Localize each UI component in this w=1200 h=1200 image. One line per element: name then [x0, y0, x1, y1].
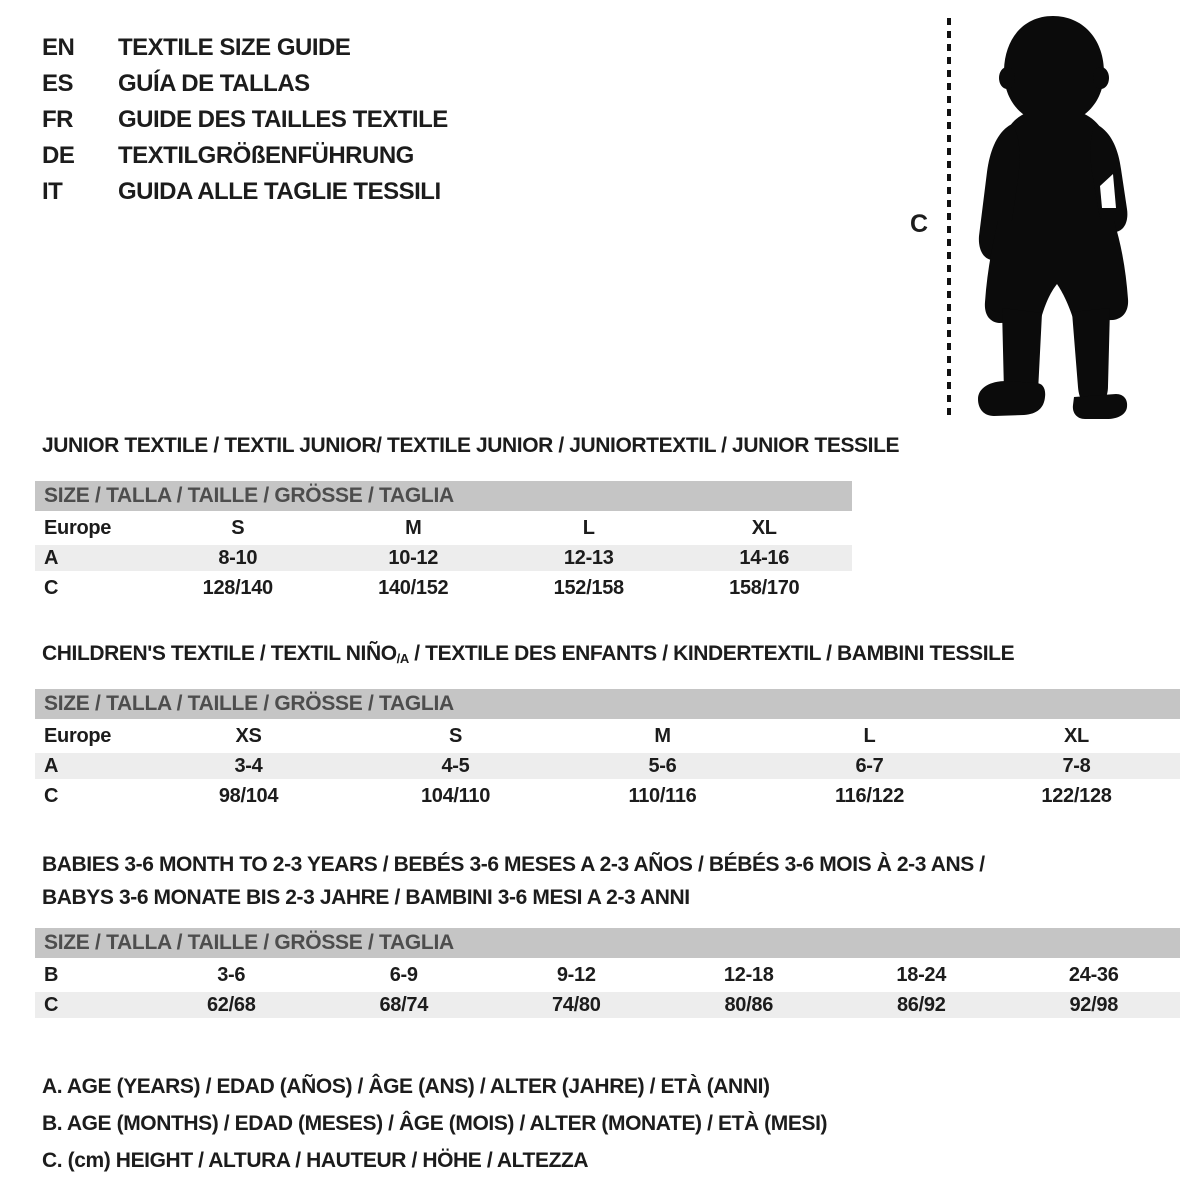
language-code: ES: [42, 70, 74, 97]
language-row-it: [42, 174, 448, 210]
language-code: FR: [42, 106, 73, 133]
size-value-cell: 158/170: [729, 576, 800, 599]
junior-table-body: [35, 513, 852, 603]
language-title: GUIDE DES TAILLES TEXTILE: [118, 106, 448, 133]
size-value-cell: S: [231, 516, 245, 539]
size-value-cell: 6-9: [389, 963, 418, 986]
size-value-cell: 6-7: [855, 754, 884, 777]
language-title-list: [42, 30, 448, 210]
toddler-silhouette-graphic: [938, 12, 1143, 422]
children-size-table: [35, 689, 1180, 811]
row-label-cell: A: [44, 754, 59, 777]
row-label-cell: C: [44, 784, 59, 807]
row-label-cell: Europe: [44, 724, 112, 747]
language-row-de: [42, 138, 448, 174]
size-value-cell: 18-24: [896, 963, 947, 986]
size-value-cell: 62/68: [206, 993, 256, 1016]
junior-size-table: [35, 481, 852, 603]
babies-title-line2: BABYS 3-6 MONATE BIS 2-3 JAHRE / BAMBINI 3-6 MESI A 2-3 ANNI: [42, 886, 690, 909]
size-value-cell: L: [582, 516, 595, 539]
size-value-cell: 110/116: [628, 784, 697, 807]
row-label-cell: B: [44, 963, 59, 986]
row-label-cell: Europe: [44, 516, 112, 539]
size-value-cell: 152/158: [553, 576, 624, 599]
size-value-cell: 14-16: [739, 546, 790, 569]
size-value-cell: L: [863, 724, 876, 747]
size-value-cell: 140/152: [378, 576, 449, 599]
size-value-cell: 3-4: [234, 754, 263, 777]
babies-title-line1: BABIES 3-6 MONTH TO 2-3 YEARS / BEBÉS 3-6 MESES A 2-3 AÑOS / BÉBÉS 3-6 MOIS À 2-3 ANS /: [42, 853, 985, 876]
table-row-europe: [35, 513, 852, 543]
height-measure-label: C: [910, 210, 929, 238]
language-code: DE: [42, 142, 75, 169]
children-title-subscript: /A: [396, 651, 409, 666]
babies-section-title: [42, 848, 985, 914]
children-table-body: [35, 721, 1180, 811]
measure-legend: [42, 1068, 827, 1179]
size-value-cell: XS: [235, 724, 262, 747]
language-row-es: [42, 66, 448, 102]
table-row-age-years: [35, 543, 852, 573]
table-row-height-cm: [35, 781, 1180, 811]
size-value-cell: M: [405, 516, 422, 539]
size-header-bar: SIZE / TALLA / TAILLE / GRÖSSE / TAGLIA: [35, 928, 1180, 958]
table-row-age-months: [35, 960, 1180, 990]
size-value-cell: 5-6: [648, 754, 677, 777]
size-value-cell: S: [448, 724, 463, 747]
language-title: TEXTILE SIZE GUIDE: [118, 34, 351, 61]
language-row-fr: [42, 102, 448, 138]
size-value-cell: 128/140: [202, 576, 273, 599]
row-label-cell: C: [44, 576, 59, 599]
language-title: GUÍA DE TALLAS: [118, 70, 310, 97]
table-row-europe: [35, 721, 1180, 751]
legend-line-c: C. (cm) HEIGHT / ALTURA / HAUTEUR / HÖHE / ALTEZZA: [42, 1149, 589, 1172]
size-value-cell: 74/80: [551, 993, 601, 1016]
size-value-cell: M: [654, 724, 671, 747]
size-value-cell: 9-12: [556, 963, 596, 986]
children-title-post: / TEXTILE DES ENFANTS / KINDERTEXTIL / BAMBINI TESSILE: [408, 642, 1015, 665]
language-title: TEXTILGRÖßENFÜHRUNG: [118, 142, 414, 169]
size-value-cell: 3-6: [217, 963, 246, 986]
toddler-silhouette: [978, 16, 1128, 419]
legend-line-a: A. AGE (YEARS) / EDAD (AÑOS) / ÂGE (ANS) / ALTER (JAHRE) / ETÀ (ANNI): [42, 1075, 770, 1098]
size-value-cell: 86/92: [896, 993, 946, 1016]
size-value-cell: 92/98: [1069, 993, 1119, 1016]
size-value-cell: 80/86: [724, 993, 774, 1016]
size-value-cell: 68/74: [379, 993, 429, 1016]
babies-size-table: [35, 928, 1180, 1020]
size-value-cell: 12-13: [563, 546, 614, 569]
size-value-cell: 24-36: [1068, 963, 1119, 986]
language-title: GUIDA ALLE TAGLIE TESSILI: [118, 178, 441, 205]
children-title-pre: CHILDREN'S TEXTILE / TEXTIL NIÑO: [42, 642, 397, 665]
babies-table-body: [35, 960, 1180, 1020]
size-value-cell: 4-5: [441, 754, 470, 777]
table-row-height-cm: [35, 990, 1180, 1020]
size-value-cell: XL: [1064, 724, 1089, 747]
size-value-cell: 12-18: [723, 963, 774, 986]
size-value-cell: 7-8: [1062, 754, 1091, 777]
children-section-title: [42, 642, 1014, 668]
size-header-bar: SIZE / TALLA / TAILLE / GRÖSSE / TAGLIA: [35, 481, 852, 511]
size-value-cell: 8-10: [218, 546, 258, 569]
junior-section-title: JUNIOR TEXTILE / TEXTIL JUNIOR/ TEXTILE JUNIOR / JUNIORTEXTIL / JUNIOR TESSILE: [42, 434, 900, 457]
row-label-cell: C: [44, 993, 59, 1016]
language-row-en: [42, 30, 448, 66]
language-code: IT: [42, 178, 63, 205]
row-label-cell: A: [44, 546, 59, 569]
table-row-height-cm: [35, 573, 852, 603]
legend-line-b: B. AGE (MONTHS) / EDAD (MESES) / ÂGE (MOIS) / ALTER (MONATE) / ETÀ (MESI): [42, 1112, 828, 1135]
size-value-cell: 10-12: [388, 546, 439, 569]
table-row-age-years: [35, 751, 1180, 781]
size-value-cell: XL: [751, 516, 777, 539]
size-value-cell: 98/104: [218, 784, 279, 807]
size-header-bar: SIZE / TALLA / TAILLE / GRÖSSE / TAGLIA: [35, 689, 1180, 719]
size-value-cell: 104/110: [420, 784, 491, 807]
size-value-cell: 122/128: [1041, 784, 1112, 807]
size-value-cell: 116/122: [834, 784, 905, 807]
language-code: EN: [42, 34, 75, 61]
